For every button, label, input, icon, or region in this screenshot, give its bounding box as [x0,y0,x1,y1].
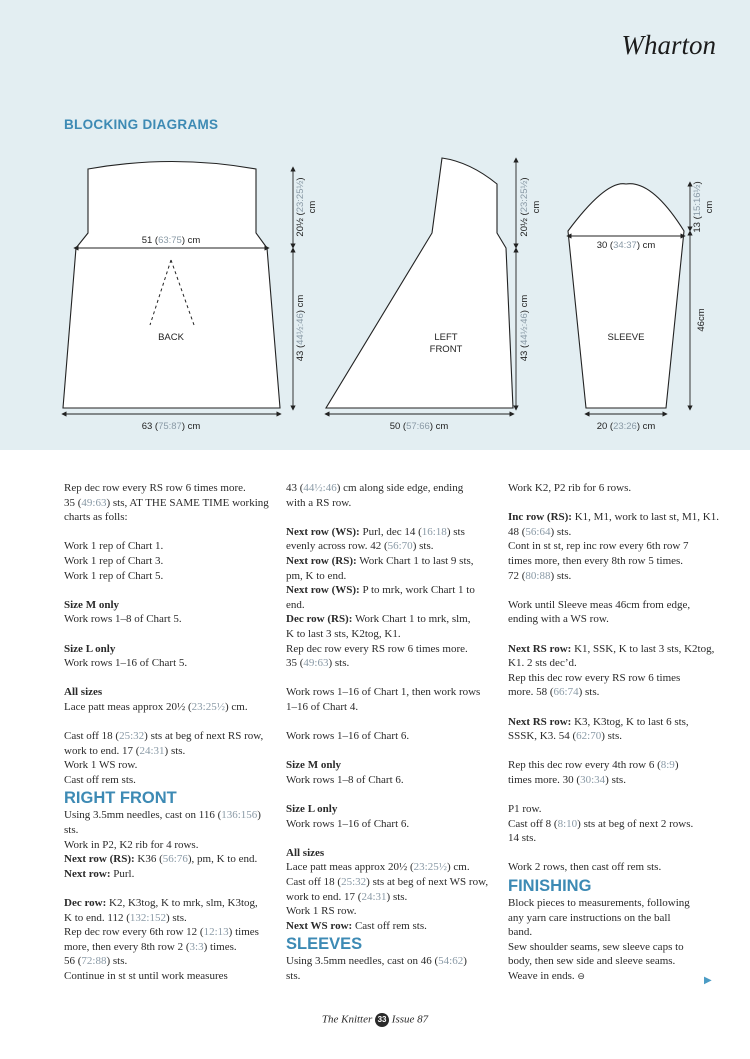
column-3: Work K2, P2 rib for 6 rows. Inc row (RS): K1, M1, work to last st, M1, K1. 48 (56:64) sts. Cont in st st, rep inc row every 6th row 7 times more, then every 8th row 5 times. 72 (80:88) sts. Work until Sleeve meas 46cm from edge, ending with a WS row. Next RS row: K1, SSK, K to last 3 sts, K2tog, K1. 2 sts dec’d. Rep this dec row every RS row 6 times more. 58 (66:74) sts. Next RS row: K3, K3tog, K to last 6 sts, SSSK, K3. 54 (62:70) sts. Rep this dec row every 4th row 6 (8:9) times more. 30 (30:34) sts. P1 row. Cast off 8 (8:10) sts at beg of next 2 rows. 14 sts. Work 2 rows, then cast off rem sts. FINISHING Block pieces to measurements, following any yarn care instructions on the ball band. Sew shoulder seams, sew sleeve caps to body, then sew side and sleeve seams. Weave in ends. ⊖ [508,482,719,982]
size-m-heading: Size M only [64,598,119,611]
back-side-length-label: 43 (44½:46) cm [295,294,306,362]
size-m-heading-2: Size M only [286,759,341,772]
size-l-heading: Size L only [64,642,116,655]
left-front-label-2: FRONT [429,344,463,355]
sleeve-cap-unit: cm [704,200,715,214]
all-sizes-heading: All sizes [64,686,103,699]
size-l-heading-2: Size L only [286,803,338,816]
back-bottom-width-label: 63 (75:87) cm [141,421,201,432]
sleeve-bottom-width-label: 20 (23:26) cm [596,421,656,432]
right-front-heading: RIGHT FRONT [64,789,177,808]
back-label: BACK [158,332,184,343]
sleeves-heading: SLEEVES [286,935,363,954]
next-page-arrow-icon: ▶ [704,975,712,986]
column-1: Rep dec row every RS row 6 times more. 35 (49:63) sts, AT THE SAME TIME working charts as folls: Work 1 rep of Chart 1. Work 1 rep of Chart 3. Work 1 rep of Chart 5. Size M only Work rows 1–8 of Chart 5. Size L only Work rows 1–16 of Chart 5. All sizes Lace patt meas approx 20½ (23:25½) cm. Cast off 18 (25:32) sts at beg of next RS row, work to end. 17 (24:31) sts. Work 1 WS row. Cast off rem sts. RIGHT FRONT Using 3.5mm needles, cast on 116 (136:156) sts. Work in P2, K2 rib for 4 rows. Next row (RS): K36 (56:76), pm, K to end. Next row: Purl. Dec row: K2, K3tog, K to mrk, slm, K3tog, K to end. 112 (132:152) sts. Rep dec row every 6th row 12 (12:13) times more, then every 8th row 2 (3:3) times. 56 (72:88) sts. Continue in st st until work measures [64,481,274,984]
left-front-armhole-unit: cm [531,200,542,214]
finishing-heading: FINISHING [508,877,592,896]
left-front-label-1: LEFT [434,332,458,343]
magazine-name: The Knitter [321,1013,373,1026]
left-front-side-length-label: 43 (44½:46) cm [519,294,530,362]
page-number: 33 [375,1013,389,1027]
end-mark-icon: ⊖ [577,971,585,981]
back-width-label: 51 (63:75) cm [141,235,201,246]
page-footer [0,1013,750,1027]
sleeve-length-label: 46cm [696,308,707,332]
issue-number: Issue 87 [391,1013,429,1026]
sleeve-piece-outline [568,184,684,408]
all-sizes-heading-2: All sizes [286,846,325,859]
sleeve-width-label: 30 (34:37) cm [596,240,656,251]
blocking-diagrams [0,140,750,440]
column-2: 43 (44½:46) cm along side edge, ending with a RS row. Next row (WS): Purl, dec 14 (16:18) sts evenly across row. 42 (56:70) sts. Next row (RS): Work Chart 1 to last 9 sts, pm, K to end. Next row (WS): P to mrk, work Chart 1 to end. Dec row (RS): Work Chart 1 to mrk, slm, K to last 3 sts, K2tog, K1. Rep dec row every RS row 6 times more. 35 (49:63) sts. Work rows 1–16 of Chart 1, then work rows 1–16 of Chart 4. Work rows 1–16 of Chart 6. Size M only Work rows 1–8 of Chart 6. Size L only Work rows 1–16 of Chart 6. All sizes Lace patt meas approx 20½ (23:25½) cm. Cast off 18 (25:32) sts at beg of next WS row, work to end. 17 (24:31) sts. Work 1 RS row. Next WS row: Cast off rem sts. SLEEVES Using 3.5mm needles, cast on 46 (54:62) sts. [286,481,496,984]
sleeve-cap-depth-label: 13 (15:16½) [692,181,703,233]
back-armhole-depth-label: 20½ (23:25½) [295,177,306,237]
back-armhole-unit: cm [307,200,318,214]
pattern-title: Wharton [621,30,716,60]
blocking-diagrams-heading: BLOCKING DIAGRAMS [64,117,219,132]
left-front-armhole-depth-label: 20½ (23:25½) [519,177,530,237]
left-front-bottom-width-label: 50 (57:66) cm [389,421,449,432]
left-front-piece-outline [326,158,513,408]
sleeve-label: SLEEVE [607,332,645,343]
back-piece-outline [63,162,280,409]
